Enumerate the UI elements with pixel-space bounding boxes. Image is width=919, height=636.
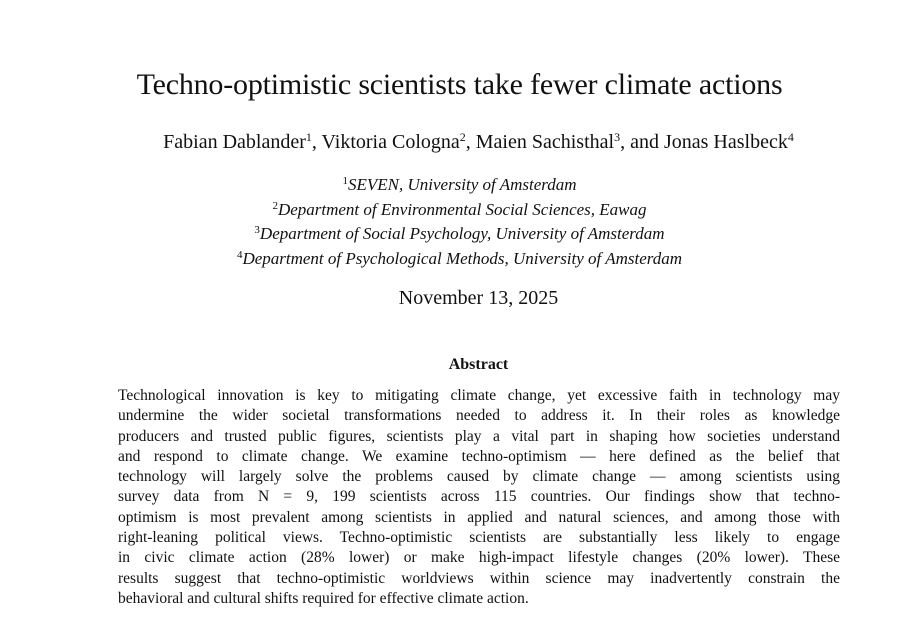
abstract-line: technology will largely solve the problems caused by climate change — among scientists using [118,468,840,486]
abstract-body [118,386,840,609]
abstract-line: survey data from N = 9, 199 scientists across 115 countries. Our findings show that techno- [118,488,840,506]
abstract-heading: Abstract [448,356,509,373]
abstract-line: and respond to climate change. We examine techno-optimism — here defined as the belief that [118,447,840,465]
author-separator: , [465,131,476,153]
author-affiliation-mark: 4 [787,130,794,144]
paper-date: November 13, 2025 [398,287,559,309]
affiliation-text: Department of Environmental Social Sciences, Eawag [277,199,647,219]
affiliation-text: SEVEN, University of Amsterdam [347,175,577,194]
abstract-line: Technological innovation is key to mitigating climate change, yet excessive faith in technology may [118,387,840,404]
author-name: Viktoria Cologna [321,131,460,153]
affiliation-mark: 3 [254,224,260,236]
affiliation-mark: 2 [272,199,278,212]
affiliation-text: Department of Social Psychology, University of Amsterdam [259,224,665,243]
affiliation-mark: 4 [236,248,243,261]
affiliation-line [0,196,919,221]
author-list [0,130,919,154]
author-separator: , and [620,131,664,153]
author-affiliation-mark: 2 [459,130,466,144]
abstract-line: in civic climate action (28% lower) or make high-impact lifestyle changes (20% lower). These [118,549,840,567]
paper-title: Techno-optimistic scientists take fewer climate actions [136,68,783,101]
abstract-line: right-leaning political views. Techno-optimistic scientists are substantially less likely to engage [118,529,840,547]
affiliation-line [0,245,919,270]
author-affiliation-mark: 3 [614,130,621,144]
author-separator: , [311,131,322,153]
author-name: Maien Sachisthal [475,131,615,153]
abstract-line: producers and trusted public figures, scientists play a vital part in shaping how societies understand [118,427,840,445]
abstract-line: optimism is most prevalent among scientists in applied and natural sciences, and among those with [118,508,840,526]
affiliation-line [0,220,919,245]
author-name: Jonas Haslbeck [663,131,788,153]
affiliation-mark: 1 [342,175,348,187]
affiliation-line [0,171,919,196]
author-name: Fabian Dablander [163,131,306,153]
abstract-line: undermine the wider societal transformations needed to address it. In their roles as knowledge [118,407,840,425]
abstract-line: behavioral and cultural shifts required for effective climate action. [118,589,529,607]
abstract-line: results suggest that techno-optimistic worldviews within science may inadvertently constrain the [118,569,840,587]
author-affiliation-mark: 1 [305,130,312,144]
affiliation-text: Department of Psychological Methods, University of Amsterdam [242,248,683,268]
affiliation-list [0,171,919,269]
